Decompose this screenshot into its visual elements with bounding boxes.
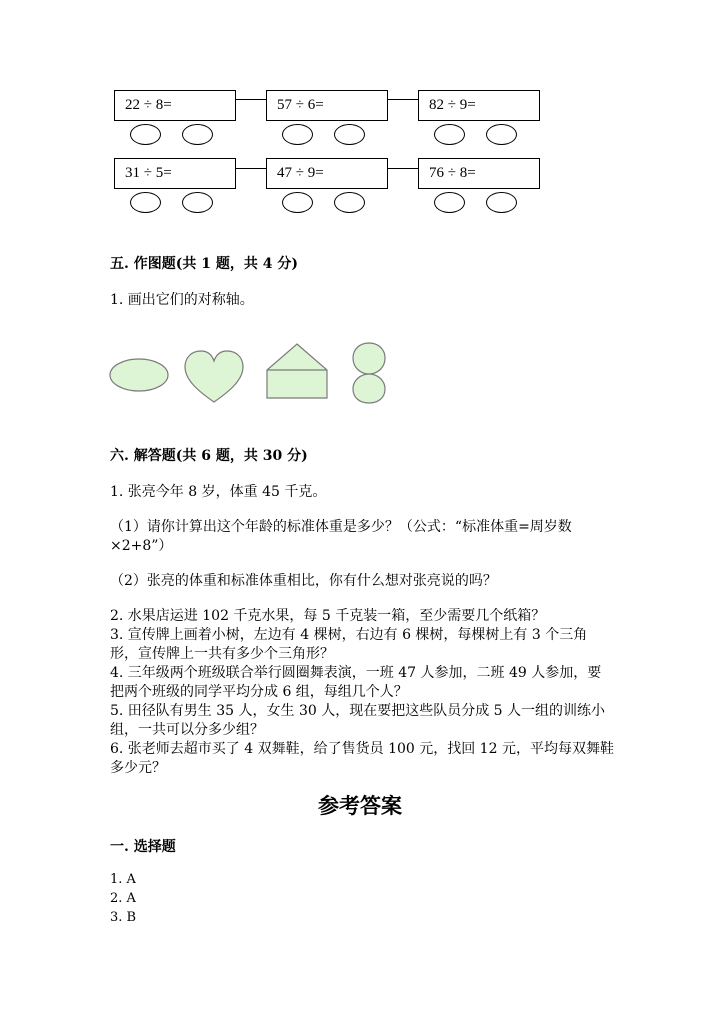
figure-eight-shape[interactable] [351, 341, 387, 405]
answers-section-1-heading: 一. 选择题 [110, 839, 176, 855]
answer-oval[interactable] [334, 124, 365, 145]
division-expression: 22 ÷ 8= [125, 97, 172, 113]
answer-oval[interactable] [182, 124, 213, 145]
division-box [266, 158, 388, 189]
section-6-question-3: 3. 宣传牌上画着小树，左边有 4 棵树，右边有 6 棵树，每棵树上有 3 个三角 [110, 627, 588, 643]
answer-oval[interactable] [130, 124, 161, 145]
division-box [114, 90, 236, 121]
division-box [114, 158, 236, 189]
answer-oval[interactable] [486, 192, 517, 213]
section-6-question-4-cont: 把两个班级的同学平均分成 6 组，每组几个人？ [110, 684, 408, 700]
answer-item: 3. B [110, 910, 137, 925]
connector-line [236, 99, 267, 100]
section-6-question-6-cont: 多少元？ [110, 760, 166, 776]
answer-oval[interactable] [130, 192, 161, 213]
division-expression: 31 ÷ 5= [125, 165, 172, 181]
answer-oval[interactable] [334, 192, 365, 213]
division-box [266, 90, 388, 121]
section-6-question-1: 1. 张亮今年 8 岁，体重 45 千克。 [110, 484, 327, 500]
connector-line [388, 168, 419, 169]
section-6-question-2: 2. 水果店运进 102 千克水果，每 5 千克装一箱，至少需要几个纸箱？ [110, 608, 546, 624]
section-5-heading: 五. 作图题(共 1 题，共 4 分) [110, 256, 298, 272]
answers-title: 参考答案 [318, 793, 402, 818]
answer-oval[interactable] [486, 124, 517, 145]
section-5-question-1: 1. 画出它们的对称轴。 [110, 292, 254, 308]
answer-oval[interactable] [434, 124, 465, 145]
section-6-question-3-cont: 形，宣传牌上一共有多少个三角形？ [110, 646, 334, 662]
section-6-question-1-part-2: （2）张亮的体重和标准体重相比，你有什么想对张亮说的吗？ [110, 573, 497, 589]
section-6-question-5: 5. 田径队有男生 35 人，女生 30 人，现在要把这些队员分成 5 人一组的训练小 [110, 703, 606, 719]
answer-oval[interactable] [282, 192, 313, 213]
answer-item: 2. A [110, 891, 136, 906]
section-6-question-5-cont: 组，一共可以分多少组？ [110, 722, 264, 738]
section-6-question-4: 4. 三年级两个班级联合举行圆圈舞表演，一班 47 人参加，二班 49 人参加，要 [110, 665, 602, 681]
division-expression: 76 ÷ 8= [429, 165, 476, 181]
division-expression: 82 ÷ 9= [429, 97, 476, 113]
answer-item: 1. A [110, 872, 136, 887]
house-pentagon-shape[interactable] [265, 342, 329, 400]
section-6-question-1-part-1-cont: ×2+8”） [110, 538, 173, 554]
answer-oval[interactable] [434, 192, 465, 213]
division-expression: 47 ÷ 9= [277, 165, 324, 181]
answer-oval[interactable] [282, 124, 313, 145]
division-box [418, 90, 540, 121]
section-6-question-1-part-1: （1）请你计算出这个年龄的标准体重是多少？（公式：“标准体重=周岁数 [110, 519, 572, 535]
ellipse-shape[interactable] [109, 358, 169, 392]
connector-line [388, 99, 419, 100]
answer-oval[interactable] [182, 192, 213, 213]
connector-line [236, 168, 267, 169]
division-expression: 57 ÷ 6= [277, 97, 324, 113]
section-6-heading: 六. 解答题(共 6 题，共 30 分) [110, 448, 308, 464]
heart-shape[interactable] [183, 349, 245, 405]
section-6-question-6: 6. 张老师去超市买了 4 双舞鞋，给了售货员 100 元，找回 12 元，平均每双舞鞋 [110, 741, 614, 757]
division-box [418, 158, 540, 189]
